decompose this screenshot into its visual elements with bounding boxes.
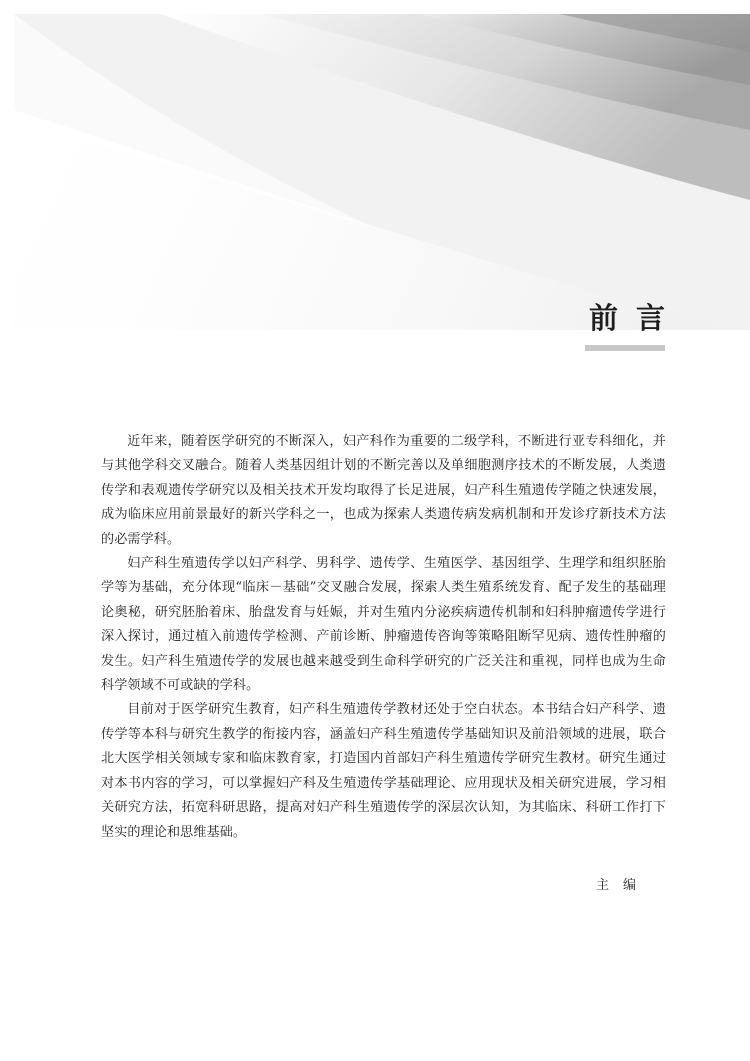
decorative-header-graphic bbox=[0, 0, 750, 330]
title-block bbox=[465, 298, 683, 338]
editor-signature: 主编 bbox=[596, 878, 651, 893]
paragraph-1: 近年来，随着医学研究的不断深入，妇产科作为重要的二级学科，不断进行亚专科细化，并与其他学科交叉融合。随着人类基因组计划的不断完善以及单细胞测序技术的不断发展，人类遗传学和表观遗传学研究以及相关技术开发均取得了长足进展，妇产科生殖遗传学随之快速发展，成为临床应用前景最好的新兴学科之一，也成为探索人类遗传病发病机制和开发诊疗新技术方法的必需学科。 bbox=[101, 434, 666, 547]
title-underline-bar bbox=[585, 345, 665, 351]
paragraph-3: 目前对于医学研究生教育，妇产科生殖遗传学教材还处于空白状态。本书结合妇产科学、遗传学等本科与研究生教学的衔接内容，涵盖妇产科生殖遗传学基础知识及前沿领域的进展，联合北大医学相关领域专家和临床教育家，打造国内首部妇产科生殖遗传学研究生教材。研究生通过对本书内容的学习，可以掌握妇产科及生殖遗传学基础理论、应用现状及相关研究进展，学习相关研究方法，拓宽科研思路，提高对妇产科生殖遗传学的深层次认知，为其临床、科研工作打下坚实的理论和思维基础。 bbox=[101, 702, 666, 840]
paragraph-2: 妇产科生殖遗传学以妇产科学、男科学、遗传学、生殖医学、基因组学、生理学和组织胚胎学等为基础，充分体现“临床－基础”交叉融合发展，探索人类生殖系统发育、配子发生的基础理论奥秘，研究胚胎着床、胎盘发育与妊娠，并对生殖内分泌疾病遗传机制和妇科肿瘤遗传学进行深入探讨，通过植入前遗传学检测、产前诊断、肿瘤遗传咨询等策略阻断罕见病、遗传性肿瘤的发生。妇产科生殖遗传学的发展也越来越受到生命科学研究的广泛关注和重视，同样也成为生命科学领域不可或缺的学科。 bbox=[101, 556, 666, 694]
preface-body bbox=[101, 430, 666, 845]
page-title: 前言 bbox=[588, 301, 683, 335]
